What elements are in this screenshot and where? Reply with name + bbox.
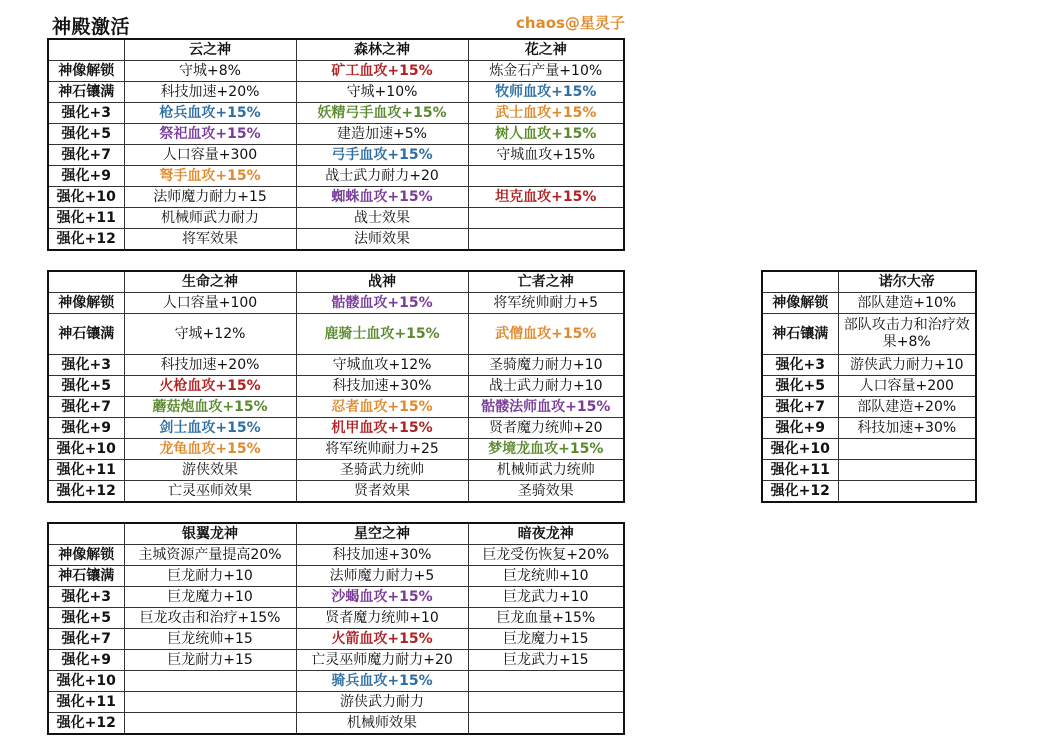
bonus-cell: 祭祀血攻+15%: [124, 124, 296, 145]
bonus-cell: [468, 671, 624, 692]
bonus-cell: 巨龙耐力+15: [124, 650, 296, 671]
bonus-cell: [124, 713, 296, 735]
bonus-cell: 守城+8%: [124, 61, 296, 82]
bonus-cell: 骑兵血攻+15%: [296, 671, 468, 692]
row-label: 强化+11: [48, 208, 124, 229]
row-label: 强化+12: [762, 481, 838, 503]
bonus-cell: 巨龙统帅+15: [124, 629, 296, 650]
table-row: [762, 397, 976, 418]
bonus-cell: 剑士血攻+15%: [124, 418, 296, 439]
bonus-cell: 部队建造+20%: [838, 397, 976, 418]
bonus-cell: 鹿骑士血攻+15%: [296, 314, 468, 355]
corner-cell: [48, 271, 124, 293]
table-row: [48, 229, 624, 251]
bonus-cell: 弓手血攻+15%: [296, 145, 468, 166]
bonus-cell: 守城血攻+15%: [468, 145, 624, 166]
bonus-cell: [124, 671, 296, 692]
page-title: 神殿激活: [52, 16, 131, 38]
bonus-cell: 龙龟血攻+15%: [124, 439, 296, 460]
bonus-cell: 人口容量+300: [124, 145, 296, 166]
column-header: 暗夜龙神: [468, 523, 624, 545]
table-row: [48, 166, 624, 187]
bonus-cell: 骷髅血攻+15%: [296, 293, 468, 314]
bonus-cell: 机械师武力耐力: [124, 208, 296, 229]
bonus-cell: 守城血攻+12%: [296, 355, 468, 376]
table-row: [48, 692, 624, 713]
header-row: [762, 271, 976, 293]
row-label: 强化+12: [48, 481, 124, 503]
row-label: 神像解锁: [48, 545, 124, 566]
row-label: 神石镶满: [48, 566, 124, 587]
bonus-cell: 巨龙耐力+10: [124, 566, 296, 587]
bonus-cell: 忍者血攻+15%: [296, 397, 468, 418]
bonus-cell: [124, 692, 296, 713]
row-label: 强化+5: [48, 608, 124, 629]
table-row: [48, 145, 624, 166]
bonus-cell: 火箭血攻+15%: [296, 629, 468, 650]
column-header: 亡者之神: [468, 271, 624, 293]
table-row: [48, 61, 624, 82]
bonus-cell: 圣骑效果: [468, 481, 624, 503]
table-row: [48, 481, 624, 503]
bonus-cell: 巨龙统帅+10: [468, 566, 624, 587]
bonus-cell: [838, 481, 976, 503]
row-label: 强化+5: [762, 376, 838, 397]
table-row: [762, 314, 976, 355]
bonus-cell: 巨龙攻击和治疗+15%: [124, 608, 296, 629]
table-row: [48, 566, 624, 587]
bonus-cell: 战士武力耐力+10: [468, 376, 624, 397]
bonus-cell: 机械师效果: [296, 713, 468, 735]
bonus-cell: 战士武力耐力+20: [296, 166, 468, 187]
header-row: [48, 271, 624, 293]
bonus-cell: [468, 229, 624, 251]
row-label: 神石镶满: [48, 314, 124, 355]
bonus-cell: 骷髅法师血攻+15%: [468, 397, 624, 418]
bonus-cell: [468, 208, 624, 229]
table-row: [48, 713, 624, 735]
bonus-cell: 妖精弓手血攻+15%: [296, 103, 468, 124]
bonus-cell: 将军统帅耐力+5: [468, 293, 624, 314]
row-label: 强化+5: [48, 124, 124, 145]
bonus-cell: 沙蝎血攻+15%: [296, 587, 468, 608]
row-label: 强化+3: [48, 587, 124, 608]
row-label: 强化+9: [48, 650, 124, 671]
bonus-cell: [838, 439, 976, 460]
bonus-cell: 枪兵血攻+15%: [124, 103, 296, 124]
bonus-cell: 部队攻击力和治疗效果+8%: [838, 314, 976, 355]
bonus-cell: 机甲血攻+15%: [296, 418, 468, 439]
bonus-cell: 法师效果: [296, 229, 468, 251]
table-row: [48, 439, 624, 460]
bonus-cell: [838, 460, 976, 481]
bonus-cell: 战士效果: [296, 208, 468, 229]
bonus-cell: 科技加速+20%: [124, 82, 296, 103]
bonus-cell: 科技加速+30%: [296, 545, 468, 566]
bonus-cell: 圣骑武力统帅: [296, 460, 468, 481]
table-row: [48, 397, 624, 418]
row-label: 神像解锁: [762, 293, 838, 314]
row-label: 神像解锁: [48, 61, 124, 82]
bonus-cell: 巨龙血量+15%: [468, 608, 624, 629]
table-row: [762, 418, 976, 439]
corner-cell: [48, 39, 124, 61]
column-header: 云之神: [124, 39, 296, 61]
bonus-cell: 蜘蛛血攻+15%: [296, 187, 468, 208]
column-header: 诺尔大帝: [838, 271, 976, 293]
table-row: [48, 376, 624, 397]
row-label: 强化+3: [48, 103, 124, 124]
bonus-cell: 法师魔力耐力+15: [124, 187, 296, 208]
row-label: 强化+7: [48, 397, 124, 418]
bonus-cell: [468, 166, 624, 187]
bonus-cell: 部队建造+10%: [838, 293, 976, 314]
bonus-cell: 亡灵巫师效果: [124, 481, 296, 503]
table-row: [762, 460, 976, 481]
table-row: [48, 187, 624, 208]
bonus-cell: 人口容量+200: [838, 376, 976, 397]
row-label: 强化+9: [762, 418, 838, 439]
bonus-cell: [468, 692, 624, 713]
bonus-cell: 巨龙魔力+10: [124, 587, 296, 608]
bonus-cell: 巨龙受伤恢复+20%: [468, 545, 624, 566]
table-row: [48, 629, 624, 650]
row-label: 神石镶满: [48, 82, 124, 103]
table-row: [48, 82, 624, 103]
row-label: 强化+5: [48, 376, 124, 397]
row-label: 强化+11: [48, 692, 124, 713]
table-row: [48, 103, 624, 124]
bonus-cell: 巨龙武力+10: [468, 587, 624, 608]
bonus-cell: 主城资源产量提高20%: [124, 545, 296, 566]
row-label: 强化+3: [762, 355, 838, 376]
bonus-cell: 机械师武力统帅: [468, 460, 624, 481]
bonus-cell: 树人血攻+15%: [468, 124, 624, 145]
row-label: 强化+9: [48, 166, 124, 187]
table-row: [48, 460, 624, 481]
bonus-cell: 守城+10%: [296, 82, 468, 103]
column-header: 森林之神: [296, 39, 468, 61]
bonus-cell: 亡灵巫师魔力耐力+20: [296, 650, 468, 671]
row-label: 强化+7: [762, 397, 838, 418]
table-row: [48, 124, 624, 145]
table-row: [48, 418, 624, 439]
table-row: [48, 587, 624, 608]
row-label: 强化+10: [762, 439, 838, 460]
bonus-cell: 武士血攻+15%: [468, 103, 624, 124]
bonus-cell: 游侠武力耐力: [296, 692, 468, 713]
row-label: 强化+11: [48, 460, 124, 481]
table-row: [48, 650, 624, 671]
bonus-cell: 将军统帅耐力+25: [296, 439, 468, 460]
row-label: 神石镶满: [762, 314, 838, 355]
row-label: 强化+10: [48, 439, 124, 460]
bonus-cell: 牧师血攻+15%: [468, 82, 624, 103]
bonus-cell: 矿工血攻+15%: [296, 61, 468, 82]
bonus-cell: 科技加速+30%: [838, 418, 976, 439]
bonus-cell: 游侠效果: [124, 460, 296, 481]
corner-cell: [762, 271, 838, 293]
column-header: 生命之神: [124, 271, 296, 293]
bonus-cell: 弩手血攻+15%: [124, 166, 296, 187]
bonus-cell: 巨龙武力+15: [468, 650, 624, 671]
bonus-cell: 游侠武力耐力+10: [838, 355, 976, 376]
column-header: 银翼龙神: [124, 523, 296, 545]
bonus-cell: 蘑菇炮血攻+15%: [124, 397, 296, 418]
header-row: [48, 523, 624, 545]
row-label: 强化+7: [48, 629, 124, 650]
bonus-cell: 炼金石产量+10%: [468, 61, 624, 82]
bonus-cell: 圣骑魔力耐力+10: [468, 355, 624, 376]
table-row: [48, 314, 624, 355]
temple-table-3: [47, 522, 625, 735]
bonus-cell: 将军效果: [124, 229, 296, 251]
bonus-cell: 守城+12%: [124, 314, 296, 355]
row-label: 强化+12: [48, 713, 124, 735]
table-row: [762, 439, 976, 460]
row-label: 强化+3: [48, 355, 124, 376]
column-header: 花之神: [468, 39, 624, 61]
table-row: [762, 481, 976, 503]
table-row: [48, 608, 624, 629]
header-row: [48, 39, 624, 61]
row-label: 强化+9: [48, 418, 124, 439]
table-row: [48, 545, 624, 566]
row-label: 强化+7: [48, 145, 124, 166]
table-row: [48, 355, 624, 376]
bonus-cell: 科技加速+30%: [296, 376, 468, 397]
table-row: [762, 376, 976, 397]
row-label: 强化+10: [48, 671, 124, 692]
bonus-cell: 法师魔力耐力+5: [296, 566, 468, 587]
table-row: [48, 671, 624, 692]
bonus-cell: 科技加速+20%: [124, 355, 296, 376]
row-label: 强化+12: [48, 229, 124, 251]
temple-table-1: [47, 38, 625, 251]
table-row: [48, 293, 624, 314]
bonus-cell: 贤者魔力统帅+10: [296, 608, 468, 629]
bonus-cell: 火枪血攻+15%: [124, 376, 296, 397]
table-row: [762, 355, 976, 376]
row-label: 强化+10: [48, 187, 124, 208]
bonus-cell: [468, 713, 624, 735]
bonus-cell: 人口容量+100: [124, 293, 296, 314]
row-label: 强化+11: [762, 460, 838, 481]
column-header: 星空之神: [296, 523, 468, 545]
bonus-cell: 巨龙魔力+15: [468, 629, 624, 650]
bonus-cell: 建造加速+5%: [296, 124, 468, 145]
bonus-cell: 贤者魔力统帅+20: [468, 418, 624, 439]
row-label: 神像解锁: [48, 293, 124, 314]
bonus-cell: 坦克血攻+15%: [468, 187, 624, 208]
temple-table-4: [761, 270, 977, 503]
author-credit: chaos@星灵子: [516, 14, 625, 32]
bonus-cell: 贤者效果: [296, 481, 468, 503]
bonus-cell: 武僧血攻+15%: [468, 314, 624, 355]
table-row: [762, 293, 976, 314]
bonus-cell: 梦境龙血攻+15%: [468, 439, 624, 460]
table-row: [48, 208, 624, 229]
column-header: 战神: [296, 271, 468, 293]
corner-cell: [48, 523, 124, 545]
temple-table-2: [47, 270, 625, 503]
